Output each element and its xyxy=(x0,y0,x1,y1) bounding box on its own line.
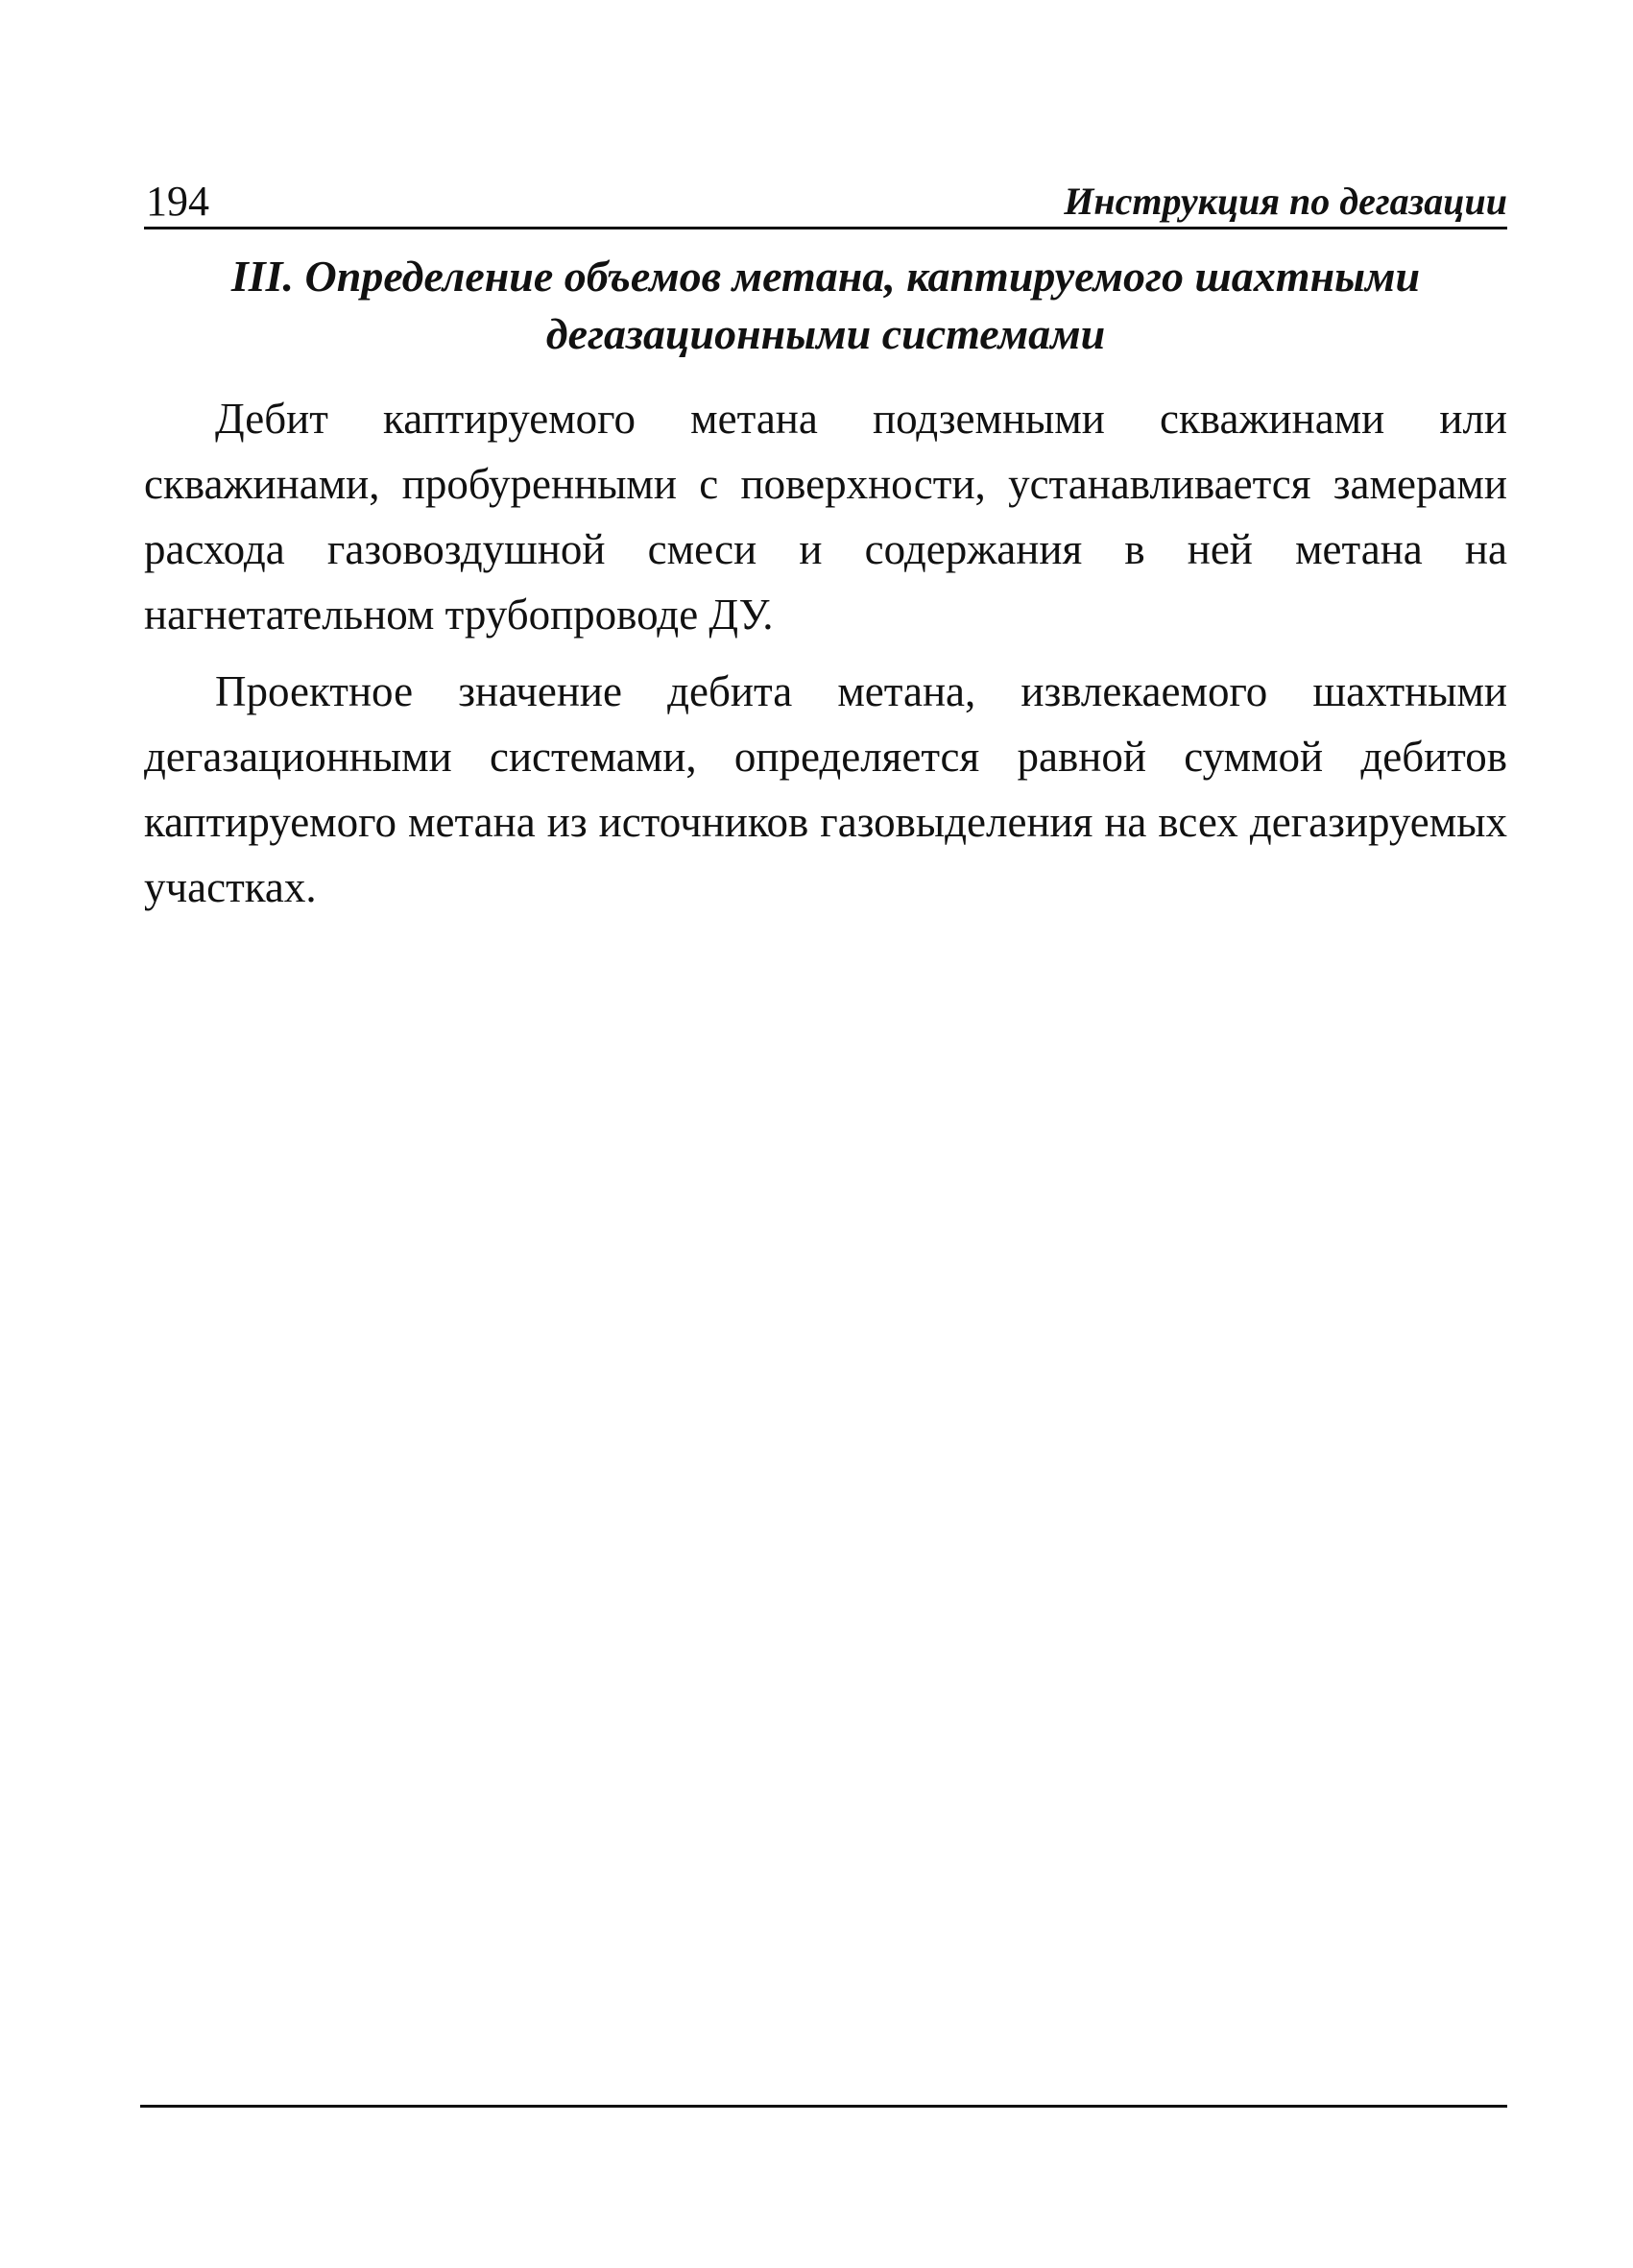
paragraph-1: Дебит каптируемого метана подземными скважинами или скважинами, пробуренными с поверхности, устанавливается замерами расхода газовоздушной смеси и содержания в ней метана на нагнетательном трубопроводе ДУ. xyxy=(144,395,1507,639)
footer-rule xyxy=(140,2105,1507,2108)
body-text xyxy=(144,386,1507,931)
running-header-title: Инструкция по дегазации xyxy=(1064,180,1507,223)
section-heading-line-2: дегазационными системами xyxy=(545,309,1106,358)
paragraph-2: Проектное значение дебита метана, извлекаемого шахтными дегазационными системами, определяется равной суммой дебитов каптируемого метана из источников газовыделения на всех дегазируемых участках. xyxy=(144,667,1507,911)
running-header xyxy=(144,173,1507,229)
section-heading-line-1: III. Определение объемов метана, каптируемого шахтными xyxy=(230,252,1421,301)
page-number: 194 xyxy=(146,178,209,225)
section-heading xyxy=(144,248,1507,363)
